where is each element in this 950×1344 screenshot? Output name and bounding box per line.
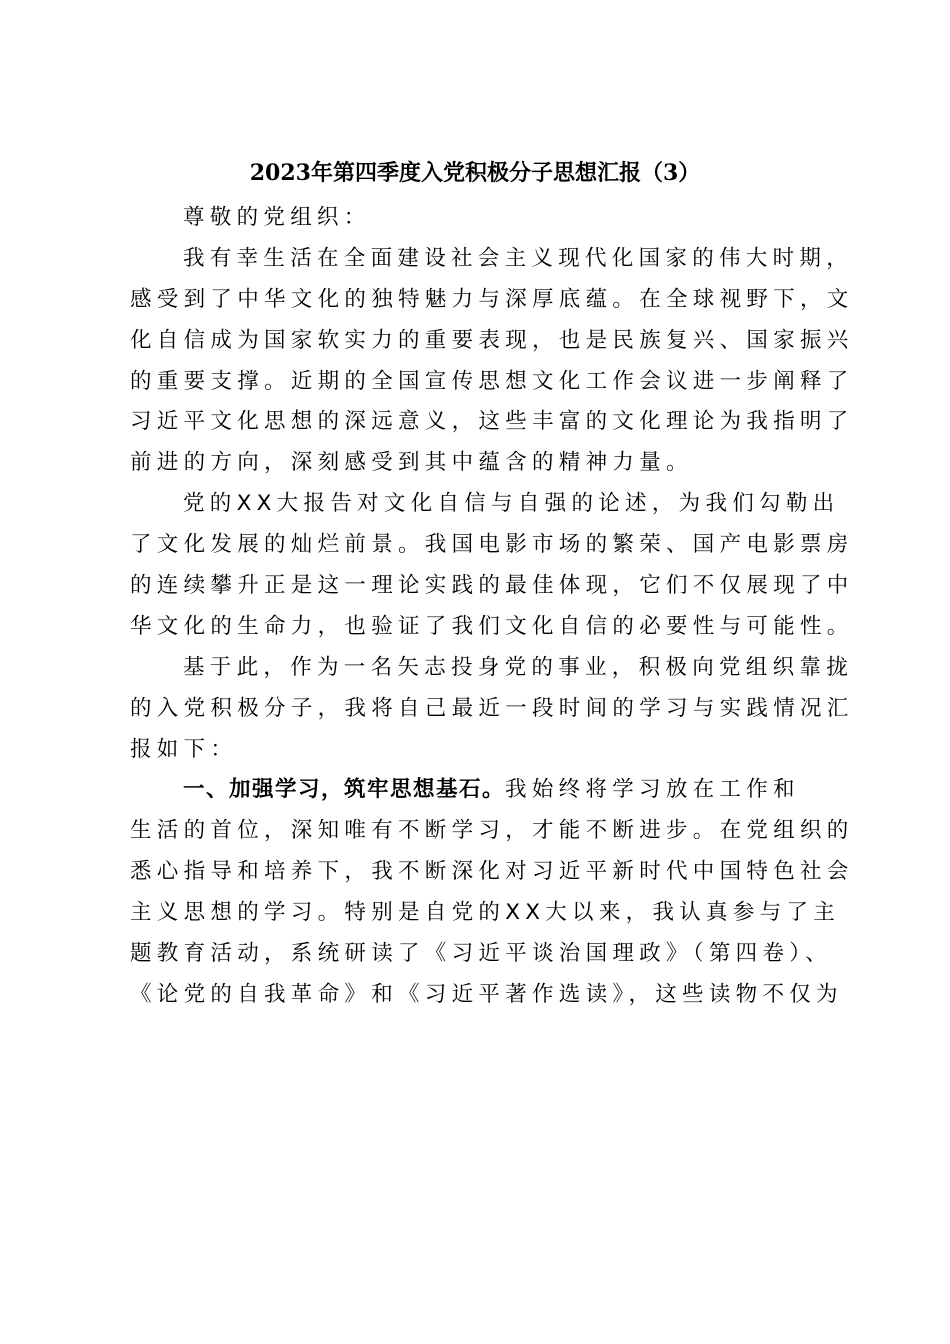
paragraph-line: 的重要支撑。近期的全国宣传思想文化工作会议进一步阐释了 [130,368,854,394]
paragraph-line: 题教育活动，系统研读了《习近平谈治国理政》（第四卷）、 [130,941,833,967]
paragraph-line: 我有幸生活在全面建设社会主义现代化国家的伟大时期， [183,245,854,271]
paragraph-line: 党的XX大报告对文化自信与自强的论述，为我们勾勒出 [183,491,840,517]
paragraph-3 [130,648,854,771]
paragraph-line: 感受到了中华文化的独特魅力与深厚底蕴。在全球视野下，文 [130,286,854,312]
paragraph-line: 的入党积极分子，我将自己最近一段时间的学习与实践情况汇 [130,695,854,721]
paragraph-line: 前进的方向，深刻感受到其中蕴含的精神力量。 [130,450,693,476]
paragraph-2 [130,484,854,648]
paragraph-line: 基于此，作为一名矢志投身党的事业，积极向党组织靠拢 [183,654,854,680]
paragraph-line: 的连续攀升正是这一理论实践的最佳体现，它们不仅展现了中 [130,573,854,599]
paragraph-1 [130,239,854,484]
paragraph-4 [130,770,854,1015]
paragraph-line: 生活的首位，深知唯有不断学习，才能不断进步。在党组织的 [130,818,854,844]
paragraph-line: 报如下： [130,736,238,762]
paragraph-line: 化自信成为国家软实力的重要表现，也是民族复兴、国家振兴 [130,327,854,353]
salutation: 尊敬的党组织： [183,205,371,230]
paragraph-line: 了文化发展的灿烂前景。我国电影市场的繁荣、国产电影票房 [130,532,854,558]
document-title: 2023年第四季度入党积极分子思想汇报（3） [249,160,701,186]
paragraph-line [130,770,830,811]
paragraph-text: 我始终将学习放在工作和 [505,777,800,803]
paragraph-line: 华文化的生命力，也验证了我们文化自信的必要性与可能性。 [130,613,854,639]
paragraph-line: 主义思想的学习。特别是自党的XX大以来，我认真参与了主 [130,900,841,926]
paragraph-line: 《论党的自我革命》和《习近平著作选读》，这些读物不仅为 [130,981,843,1007]
paragraph-line: 悉心指导和培养下，我不断深化对习近平新时代中国特色社会 [130,859,854,885]
paragraph-line: 习近平文化思想的深远意义，这些丰富的文化理论为我指明了 [130,409,854,435]
section-heading: 一、加强学习，筑牢思想基石。 [183,777,506,803]
document-body [130,198,854,1016]
